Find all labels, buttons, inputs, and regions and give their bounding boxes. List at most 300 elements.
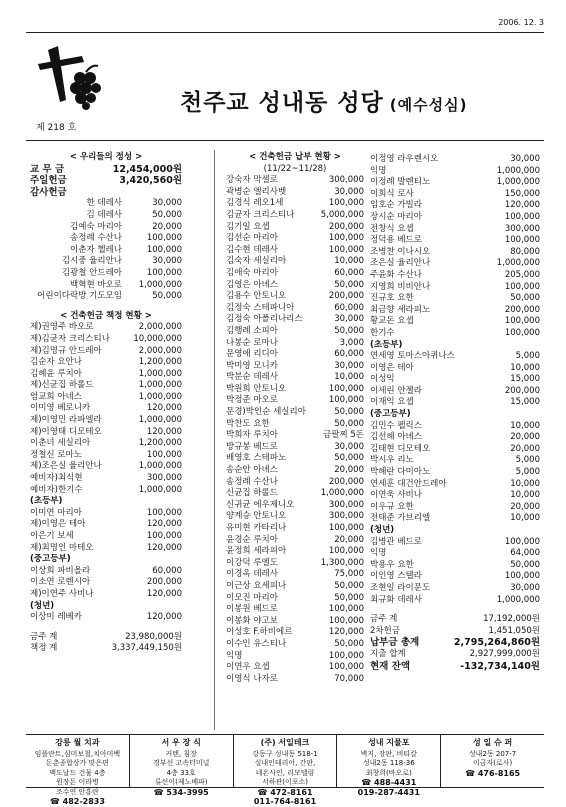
item-name: 이춘자 헬레나 <box>70 244 122 255</box>
item-name: 제)권영주 바오로 <box>30 322 94 333</box>
item-name: 제)이연주 사비나 <box>30 588 94 599</box>
item-amount: 3,000 <box>339 337 364 348</box>
item-name: 신귀균 에우제니오 <box>226 499 295 510</box>
list-item <box>370 212 540 224</box>
item-amount: 200,000 <box>328 291 364 302</box>
list-item <box>30 589 182 601</box>
list-item <box>226 175 364 187</box>
item-amount: 10,000 <box>510 362 540 373</box>
ad-line: 네온사인, 리모델링 <box>255 768 315 777</box>
item-name: 제)김균자 크리스티나 <box>30 333 110 344</box>
list-item <box>226 233 364 245</box>
list-item <box>30 222 182 234</box>
list-item <box>30 256 182 268</box>
list-item <box>30 473 182 485</box>
item-name: 주윤화 수산나 <box>370 269 422 280</box>
list-item <box>226 569 364 581</box>
item-name: 박희자 루치아 <box>226 430 278 441</box>
item-amount: 150,000 <box>504 188 540 199</box>
item-name: 예비자)최식현 <box>30 473 83 484</box>
item-amount: 50,000 <box>334 592 364 603</box>
item-amount: 50,000 <box>510 559 540 570</box>
item-name: 제)이영민 라파엘라 <box>30 415 102 426</box>
item-name: 송순안 아녜스 <box>226 465 278 476</box>
item-name: 제)이영태 디모테오 <box>30 426 102 437</box>
item-name: 정철신 로마노 <box>30 449 82 460</box>
item-name: 문영애 리디아 <box>226 349 278 360</box>
list-item <box>370 490 540 502</box>
ad-name: (주) 서일테크 <box>260 738 310 747</box>
item-amount: 100,000 <box>146 233 182 244</box>
item-name: 박찬도 요한 <box>226 418 270 429</box>
item-amount: 100,000 <box>328 244 364 255</box>
item-amount: 10,000 <box>334 256 364 267</box>
item-name: 김순자 요안나 <box>30 357 82 368</box>
item-name: 익명 <box>370 548 387 559</box>
item-name: 이강덕 루엘도 <box>226 557 278 568</box>
ad-phone: ☎ 534-3995 <box>153 787 209 797</box>
page-title <box>180 84 467 117</box>
item-name: 김광철 안드레아 <box>61 267 122 278</box>
item-name: 박미영 모니카 <box>226 360 278 371</box>
item-amount: 100,000 <box>504 316 540 327</box>
item-amount: 50,000 <box>152 291 182 302</box>
item-name: 박원희 안토니오 <box>226 383 287 394</box>
item-amount: 200,000 <box>328 476 364 487</box>
list-item <box>30 461 182 473</box>
list-item <box>30 508 182 520</box>
item-name: 금주 계 <box>30 631 58 642</box>
item-name: 한기수 <box>370 327 395 338</box>
item-name: 김병관 베드로 <box>370 536 422 547</box>
item-name: 제)이영은 테아 <box>30 519 86 530</box>
list-item <box>30 450 182 462</box>
summary-label: 감사헌금 <box>30 186 67 198</box>
item-name: 어린이다락방 기도모임 <box>37 291 122 302</box>
item-amount: 1,300,000 <box>320 557 364 568</box>
item-amount: 200,000 <box>328 221 364 232</box>
list-item <box>370 548 540 560</box>
item-name: 예비자)한기수 <box>30 484 83 495</box>
item-name: 이미연 마리아 <box>30 507 82 518</box>
item-amount: 100,000 <box>328 650 364 661</box>
list-item <box>370 467 540 479</box>
item-name: 방규봉 베드로 <box>226 441 278 452</box>
item-amount: 1,000,000 <box>138 415 182 426</box>
item-amount: 20,000 <box>510 443 540 454</box>
title-text: 천주교 성내동 성당 <box>180 90 384 116</box>
list-item <box>226 581 364 593</box>
item-name: 이우규 요한 <box>370 501 414 512</box>
item-amount: 5,000 <box>515 467 540 478</box>
item-amount: 1,451,050원 <box>488 625 540 636</box>
item-name: 이근상 요세피나 <box>226 580 287 591</box>
item-amount: 1,000,000 <box>496 165 540 176</box>
item-amount: 1,200,000 <box>138 357 182 368</box>
item-name: 이성호 F.하비에르 <box>226 627 293 638</box>
item-name: 김정숙 스테파니아 <box>226 302 295 313</box>
item-amount: 15,000 <box>510 397 540 408</box>
section-heading: < 우리들의 정성 > <box>69 152 143 162</box>
list-item <box>370 351 540 363</box>
item-amount: 10,000 <box>334 372 364 383</box>
item-name: 익명 <box>370 165 387 176</box>
list-item <box>370 282 540 294</box>
item-amount: 30,000 <box>510 582 540 593</box>
list-item <box>370 502 540 514</box>
item-amount: 120,000 <box>146 519 182 530</box>
item-amount: 100,000 <box>328 546 364 557</box>
item-amount: 30,000 <box>334 441 364 452</box>
group-heading: (초등부) <box>370 339 403 350</box>
header-rule <box>26 140 544 141</box>
item-amount: 120,000 <box>146 426 182 437</box>
item-name: 조현일 라이문도 <box>370 582 431 593</box>
item-name: 김애숙 마리아 <box>226 267 278 278</box>
list-item <box>226 210 364 222</box>
item-name: 김시중 율리안나 <box>61 256 122 267</box>
list-item <box>30 380 182 392</box>
ad-box <box>26 735 130 806</box>
list-item <box>30 632 182 644</box>
item-name: 제)김명규 안드레아 <box>30 345 102 356</box>
item-name: 윤경순 루치아 <box>226 534 278 545</box>
item-amount: 2,000,000 <box>138 345 182 356</box>
ad-box <box>130 735 234 797</box>
item-name: 익명 <box>226 650 243 661</box>
item-name: 배영호 스테파노 <box>226 453 287 464</box>
ad-line: 돈춘종합상가 맞은편 <box>45 759 109 767</box>
item-amount: 200,000 <box>504 385 540 396</box>
item-name: 이연우 요셉 <box>226 662 270 673</box>
group-heading: (청년) <box>30 600 55 611</box>
item-amount: 300,000 <box>504 223 540 234</box>
item-name: 이은기 보세 <box>30 531 74 541</box>
item-name: 나봉순 로마나 <box>226 337 278 348</box>
item-name: 이봉화 야고보 <box>226 615 278 626</box>
list-item <box>226 430 364 442</box>
item-amount: 2,927,999,000원 <box>469 648 540 659</box>
list-item <box>226 407 364 419</box>
item-name: 이수인 유스티나 <box>226 638 287 649</box>
ad-line: 이금자(로사) <box>472 759 513 767</box>
list-item <box>226 384 364 396</box>
item-amount: 60,000 <box>152 565 182 576</box>
item-amount: 100,000 <box>328 604 364 615</box>
item-amount: 100,000 <box>146 267 182 278</box>
list-item <box>30 577 182 589</box>
item-amount: 100,000 <box>328 233 364 244</box>
ad-line: 4층 33호 <box>166 768 196 777</box>
item-name: 제)최명인 마테오 <box>30 542 94 553</box>
item-name: 금주 계 <box>370 614 398 625</box>
list-item <box>226 222 364 234</box>
item-amount: 1,000,000 <box>496 258 540 269</box>
column-payments <box>226 152 364 685</box>
ad-line: 커텐, 침장 <box>165 749 197 758</box>
item-name: 양계승 안토니오 <box>226 511 287 522</box>
list-item <box>30 643 182 655</box>
item-name: 책정 계 <box>30 643 58 654</box>
item-name: 김선혜 아녜스 <box>370 432 422 443</box>
item-name: 박분순 데레사 <box>226 372 278 383</box>
item-amount: 60,000 <box>334 349 364 360</box>
item-amount: 1,000,000 <box>496 177 540 188</box>
list-item <box>226 303 364 315</box>
item-name: 유미현 카타리나 <box>226 523 287 533</box>
item-name: 박정준 마오로 <box>226 395 278 406</box>
group-heading: (중고등부) <box>30 554 71 565</box>
ad-phone: 011-764-8161 <box>253 797 317 806</box>
summary-label: 주일헌금 <box>30 175 67 187</box>
item-amount: 60,000 <box>334 302 364 313</box>
item-name: 백혁현 바오로 <box>70 279 122 290</box>
item-name: 조병찬 이나시오 <box>370 246 431 257</box>
item-amount: 23,980,000원 <box>125 631 182 642</box>
ad-phone: ☎ 472-8161 <box>257 787 313 797</box>
list-item <box>370 571 540 583</box>
list-item <box>370 328 540 340</box>
list-item <box>226 674 364 686</box>
item-name: 임호순 가빌라 <box>370 200 422 211</box>
item-amount: 100,000 <box>504 235 540 246</box>
item-amount: 100,000 <box>504 327 540 338</box>
item-name: 정덕용 베드로 <box>370 235 422 246</box>
item-name: 김행례 소피아 <box>226 325 278 336</box>
item-amount: 100,000 <box>504 571 540 582</box>
item-amount: 10,000 <box>510 420 540 431</box>
item-amount: 100,000 <box>328 198 364 209</box>
item-name: 김기일 요셉 <box>226 221 270 232</box>
item-name: 이춘녀 세실리아 <box>30 438 91 449</box>
item-name: 김수현 데레사 <box>226 244 278 255</box>
item-name: 이희식 로사 <box>370 188 414 199</box>
item-name: 김용수 안토니오 <box>226 291 287 302</box>
item-name: 연세훈 대건안드레아 <box>370 478 447 489</box>
ads-strip <box>26 734 544 806</box>
item-amount: 50,000 <box>334 638 364 649</box>
item-name: 이재익 요셉 <box>370 397 414 408</box>
item-name: 한 데레사 <box>86 198 122 209</box>
list-item <box>30 357 182 369</box>
ad-box <box>234 735 338 806</box>
ad-phone: 019-287-4431 <box>357 787 420 797</box>
list-item <box>30 415 182 427</box>
period: (11/22~11/28) <box>263 163 327 174</box>
item-amount: 30,000 <box>334 186 364 197</box>
item-name: 납부금 총계 <box>370 637 420 649</box>
list-item <box>370 177 540 189</box>
item-name: 이봉원 베드로 <box>226 604 278 615</box>
item-amount: 30,000 <box>334 360 364 371</box>
column-payments-continued <box>370 154 540 672</box>
item-amount: 20,000 <box>510 432 540 443</box>
list-item <box>226 627 364 639</box>
list-item <box>226 291 364 303</box>
ad-line: 맥도날드 건물 4층 <box>49 768 106 777</box>
item-name: 전창식 요셉 <box>370 223 414 234</box>
item-amount: 50,000 <box>334 418 364 429</box>
item-amount: 1,000,000 <box>138 368 182 379</box>
list-item <box>370 316 540 328</box>
item-name: 김 데레사 <box>86 209 122 220</box>
item-name: 현재 잔액 <box>370 660 411 672</box>
list-item <box>226 523 364 535</box>
list-item <box>226 500 364 512</box>
item-amount: 20,000 <box>152 221 182 232</box>
list-item <box>30 198 182 210</box>
item-amount: 100,000 <box>146 449 182 460</box>
item-amount: 120,000 <box>146 403 182 414</box>
item-name: 김태현 디모테오 <box>370 443 431 454</box>
item-name: 김예숙 마리아 <box>70 221 122 232</box>
item-amount: 100,000 <box>146 244 182 255</box>
item-amount: 30,000 <box>334 314 364 325</box>
item-amount: 1,000,000 <box>138 461 182 472</box>
item-amount: 100,000 <box>146 507 182 518</box>
list-item <box>226 256 364 268</box>
list-item <box>370 224 540 236</box>
list-item <box>226 245 364 257</box>
item-amount: 5,000,000 <box>320 209 364 220</box>
list-item <box>370 560 540 572</box>
item-amount: 30,000 <box>152 198 182 209</box>
item-amount: 10,000,000 <box>133 333 182 344</box>
item-name: 문경)박인순 세실리아 <box>226 407 306 418</box>
section-heading: < 건축헌금 납부 현황 > <box>249 152 341 162</box>
ad-line: 서하관(이포소) <box>261 778 309 786</box>
ad-phone: ☎ 488-4431 <box>361 778 417 787</box>
list-item <box>370 455 540 467</box>
item-name: 박시우 리노 <box>370 455 414 466</box>
ad-line: 임플란트,심미보철,치아미백 <box>34 749 121 758</box>
list-item <box>226 349 364 361</box>
list-item <box>370 432 540 444</box>
list-item <box>30 531 182 543</box>
title-subtitle: (예수성심) <box>389 96 468 114</box>
item-name: 이상미 레베카 <box>30 612 82 623</box>
list-item <box>226 442 364 454</box>
top-rule <box>26 32 544 33</box>
list-item <box>226 465 364 477</box>
item-name: 이소연 로렌시아 <box>30 577 91 588</box>
section-heading: < 건축헌금 책정 현황 > <box>60 310 152 321</box>
ad-name: 서 우 장 식 <box>161 738 201 747</box>
item-amount: 300,000 <box>328 511 364 522</box>
item-amount: 100,000 <box>328 615 364 626</box>
item-name: 이성익 <box>370 374 395 385</box>
item-name: 황교돈 요셉 <box>370 316 414 327</box>
item-name: 이경옥 데레사 <box>226 569 278 580</box>
ad-box <box>337 735 441 797</box>
item-name: 김혜윤 루치아 <box>30 368 82 379</box>
item-amount: 50,000 <box>334 325 364 336</box>
item-name: 이정례 발렌티노 <box>370 177 431 188</box>
ad-line: 류선이(제노베파) <box>154 778 208 786</box>
item-name: 이영식 나자로 <box>226 673 278 684</box>
item-name: 제)조은실 율리안나 <box>30 461 102 472</box>
item-amount: -132,734,140원 <box>460 660 540 672</box>
list-item <box>370 649 540 661</box>
list-item <box>226 558 364 570</box>
item-amount: 1,000,000 <box>138 484 182 495</box>
item-amount: 15,000 <box>510 374 540 385</box>
item-amount: 10,000 <box>510 513 540 524</box>
item-name: 이세린 안젤라 <box>370 385 422 396</box>
list-item <box>226 593 364 605</box>
list-item <box>370 363 540 375</box>
group-heading: (중고등부) <box>370 409 411 420</box>
list-item <box>370 397 540 409</box>
ad-line: 성내2동 118-36 <box>362 759 415 767</box>
summary-row <box>30 187 182 199</box>
list-item <box>226 535 364 547</box>
list-item <box>30 566 182 578</box>
item-amount: 100,000 <box>504 536 540 547</box>
summary-label: 교 무 금 <box>30 163 65 175</box>
list-item <box>30 322 182 334</box>
ad-line: 강동구 성내동 518-1 <box>252 749 318 758</box>
list-item <box>370 626 540 638</box>
list-item <box>370 513 540 525</box>
group-heading: (청년) <box>370 525 395 535</box>
item-name: 이정영 라우렌시오 <box>370 154 439 164</box>
item-name: 김정숙 아폴리나리스 <box>226 314 303 325</box>
ad-phone: ☎ 476-8165 <box>465 768 521 778</box>
item-name: 이영은 테아 <box>370 362 414 373</box>
item-amount: 5,000 <box>515 455 540 466</box>
list-item <box>370 374 540 386</box>
group-heading: (초등부) <box>30 496 63 507</box>
list-item <box>30 268 182 280</box>
list-item <box>30 334 182 346</box>
item-name: 박용우 요한 <box>370 559 414 570</box>
list-item <box>30 438 182 450</box>
list-item <box>30 245 182 257</box>
list-item <box>226 419 364 431</box>
item-amount: 17,192,000원 <box>483 614 540 625</box>
item-amount: 300,000 <box>328 499 364 510</box>
list-item <box>370 537 540 549</box>
list-item <box>370 235 540 247</box>
list-item <box>30 519 182 531</box>
item-amount: 1,000,000 <box>138 391 182 402</box>
list-item <box>226 187 364 199</box>
ad-line: 원장돈 이라병 <box>55 778 99 786</box>
ad-name: 성 일 슈 퍼 <box>472 738 513 747</box>
item-amount: 80,000 <box>510 246 540 257</box>
list-item <box>30 346 182 358</box>
list-item <box>226 198 364 210</box>
summary-row <box>30 164 182 176</box>
item-amount: 205,000 <box>504 269 540 280</box>
item-amount: 금팔찌 5돈 <box>323 430 364 441</box>
list-item <box>226 546 364 558</box>
list-item <box>370 305 540 317</box>
item-amount: 3,337,449,150원 <box>111 643 182 654</box>
item-name: 김민수 펠릭스 <box>370 420 422 431</box>
item-amount: 120,000 <box>328 627 364 638</box>
item-name: 강숙자 막셀로 <box>226 175 278 186</box>
item-amount: 100,000 <box>328 395 364 406</box>
item-name: 이연욱 사비나 <box>370 490 422 501</box>
list-item <box>370 444 540 456</box>
item-name: 제)신균집 하롤드 <box>30 380 94 391</box>
list-item <box>226 639 364 651</box>
list-item <box>226 314 364 326</box>
item-amount: 20,000 <box>334 465 364 476</box>
ad-phone: ☎ 482-2833 <box>49 797 105 806</box>
